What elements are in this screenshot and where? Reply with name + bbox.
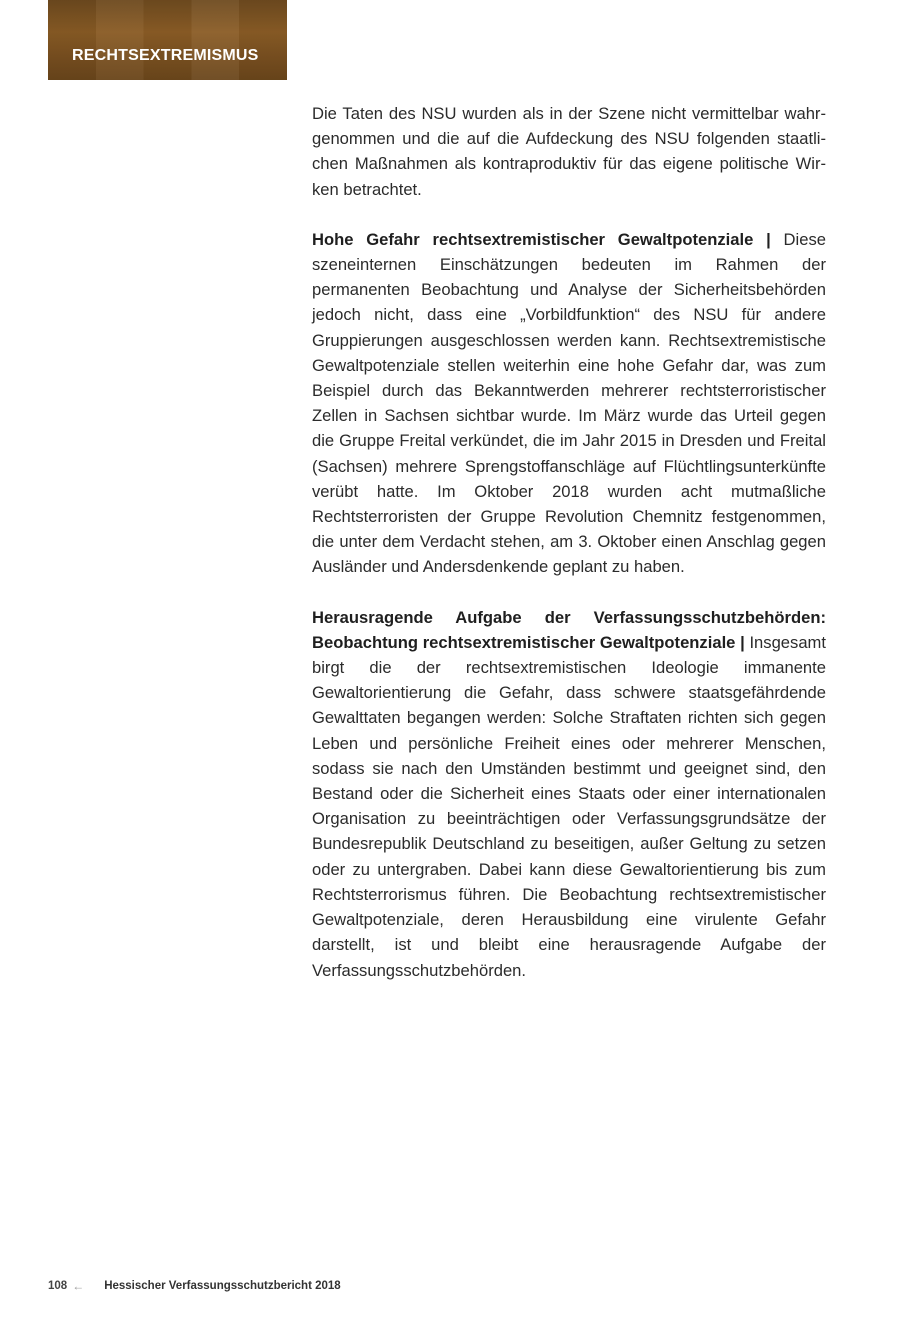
paragraph-text: Insgesamt birgt die der rechtsextremistischen Ideologie immanente Gewaltorientierung die Gefahr, dass schwere staatsgefährdende Gewalttaten begangen werden: Solche Straftaten richten sich gegen Leben und persönliche Freiheit eines oder mehrerer Menschen, sodass sie nach den Umständen bestimmt und geeignet sind, den Bestand oder die Sicherheit eines Staats oder einer internationalen Organisation zu beeinträchtigen oder Verfassungsgrundsätze der Bundesrepublik Deutschland zu beseitigen, außer Geltung zu setzen oder zu untergraben. Dabei kann diese Gewaltorientierung bis zum Rechtsterrorismus führen. Die Beobachtung rechtsextremistischer Gewaltpotenziale, deren Herausbildung eine virulente Gefahr darstellt, ist und bleibt eine herausragende Aufgabe der Verfassungsschutzbehörden. bbox=[312, 632, 826, 980]
page-footer bbox=[48, 1279, 341, 1293]
section-title: RECHTSEXTREMISMUS bbox=[72, 47, 259, 64]
publication-title: Hessischer Verfassungsschutzbericht 2018 bbox=[104, 1280, 341, 1292]
page-number: 108 bbox=[48, 1280, 68, 1292]
paragraph-intro bbox=[312, 101, 826, 202]
paragraph-text: Diese szeneinternen Einschätzungen bedeuten im Rahmen der permanenten Beobachtung und Analyse der Sicherheitsbehörden jedoch nicht, dass eine „Vorbildfunktion“ des NSU für andere Gruppierungen ausgeschlossen werden kann. Rechtsextremistische Gewaltpotenziale stellen weiterhin eine hohe Gefahr dar, was zum Beispiel durch das Bekanntwerden mehrerer rechtsterroristischer Zellen in Sachsen sichtbar wurde. Im März wurde das Urteil gegen die Gruppe Freital verkündet, die im Jahr 2015 in Dresden und Freital (Sachsen) mehrere Sprengstoffanschläge auf Flüchtlingsunterkünfte verübt hatte. Im Oktober 2018 wurden acht mutmaßliche Rechtsterroristen der Gruppe Revolution Chemnitz festgenommen, die unter dem Verdacht stehen, am 3. Oktober einen Anschlag gegen Ausländer und Andersdenkende geplant zu haben. bbox=[312, 229, 826, 577]
arrow-left-icon[interactable]: ← bbox=[72, 1279, 85, 1293]
paragraph-aufgabe bbox=[312, 605, 826, 983]
paragraph-heading: Herausragende Aufgabe der Verfassungsschutzbehörden: Beobachtung rechtsextremistischer Gewaltpotenziale | bbox=[312, 607, 826, 652]
paragraph-gewaltpotenziale bbox=[312, 227, 826, 580]
article-body bbox=[312, 101, 826, 1008]
section-header-tab bbox=[48, 0, 287, 80]
paragraph-text: Die Taten des NSU wurden als in der Szene nicht vermittelbar wahrgenommen und die auf die Aufdeckung des NSU folgenden staatlichen Maßnahmen als kontraproduktiv für das eigene politische Wirken betrachtet. bbox=[312, 104, 826, 199]
paragraph-heading: Hohe Gefahr rechtsextremistischer Gewaltpotenziale | bbox=[312, 229, 771, 249]
